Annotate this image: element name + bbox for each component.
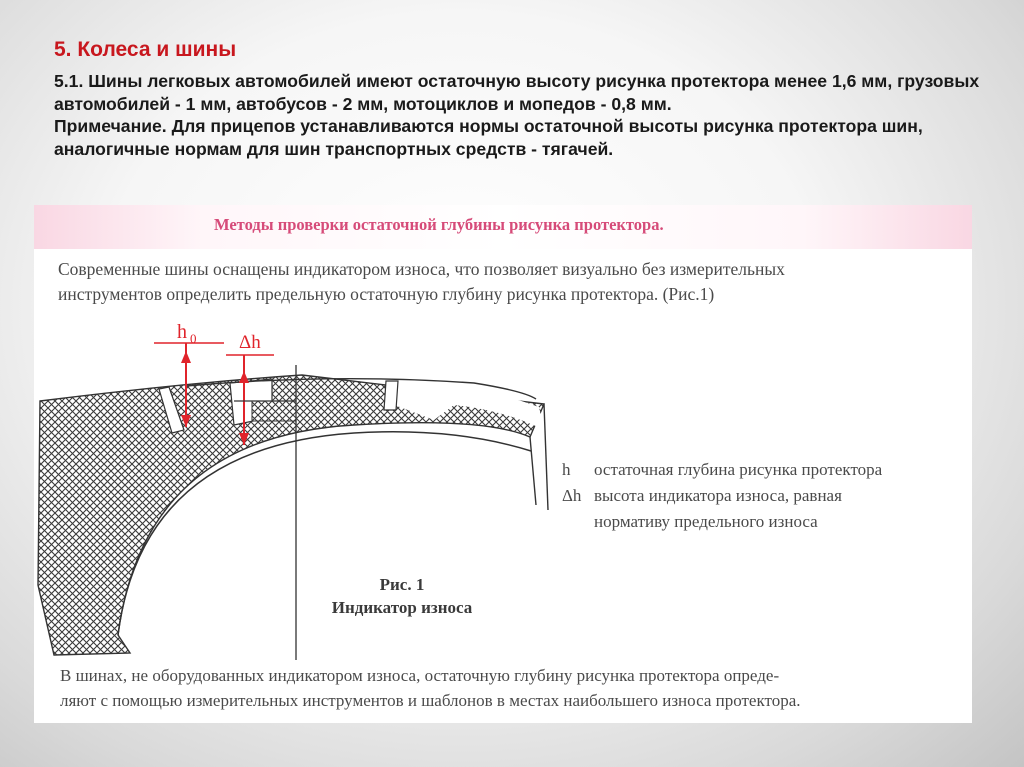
legend-text-dh: высота индикатора износа, равная	[594, 486, 842, 505]
slide-title: 5. Колеса и шины	[54, 38, 237, 61]
h0-label: h $_0$	[177, 321, 197, 346]
tire-sidewall-right	[530, 437, 536, 505]
figure-legend	[562, 457, 954, 535]
trailer-note-paragraph: Примечание. Для прицепов устанавливаются нормы остаточной высоты рисунка протектора шин, аналогичные нормам для шин транспортных средств - тягачей.	[54, 116, 923, 159]
figure-caption-number: Рис. 1	[379, 575, 425, 594]
figure-caption-title: Индикатор износа	[331, 598, 473, 617]
slide-body	[54, 70, 984, 160]
figure-footer-line-2: ляют с помощью измерительных инструментов и шаблонов в местах наибольшего износа протектора.	[60, 691, 801, 710]
dh-label: Δh	[239, 332, 261, 353]
scanned-figure	[34, 205, 972, 723]
legend-symbol-h: h	[562, 460, 571, 479]
legend-text-dh-continued: нормативу предельного износа	[594, 512, 818, 531]
legend-text-h: остаточная глубина рисунка протектора	[594, 460, 883, 479]
h0-arrow-up	[181, 351, 191, 363]
legend-symbol-dh: Δh	[562, 486, 582, 505]
figure-footer	[60, 663, 950, 713]
tire-sidewall-right-outer	[544, 404, 548, 510]
figure-intro-line-2: инструментов определить предельную остаточную глубину рисунка протектора. (Рис.1)	[58, 284, 715, 304]
tread-groove-right	[384, 381, 398, 410]
tread-depth-norms-paragraph: 5.1. Шины легковых автомобилей имеют остаточную высоту рисунка протектора менее 1,6 мм, грузовых автомобилей - 1 мм, автобусов - 2 мм, мотоциклов и мопедов - 0,8 мм.	[54, 71, 980, 114]
legend-row-h	[562, 457, 954, 483]
figure-caption	[312, 573, 492, 619]
wear-indicator-block	[252, 401, 296, 421]
figure-heading: Методы проверки остаточной глубины рисунка протектора.	[214, 215, 664, 234]
legend-row-dh	[562, 483, 954, 509]
figure-footer-line-1: В шинах, не оборудованных индикатором износа, остаточную глубину рисунка протектора опреде-	[60, 666, 780, 685]
figure-intro-line-1: Современные шины оснащены индикатором износа, что позволяет визуально без измерительных	[58, 259, 785, 279]
dh-arrow-up	[239, 371, 249, 383]
